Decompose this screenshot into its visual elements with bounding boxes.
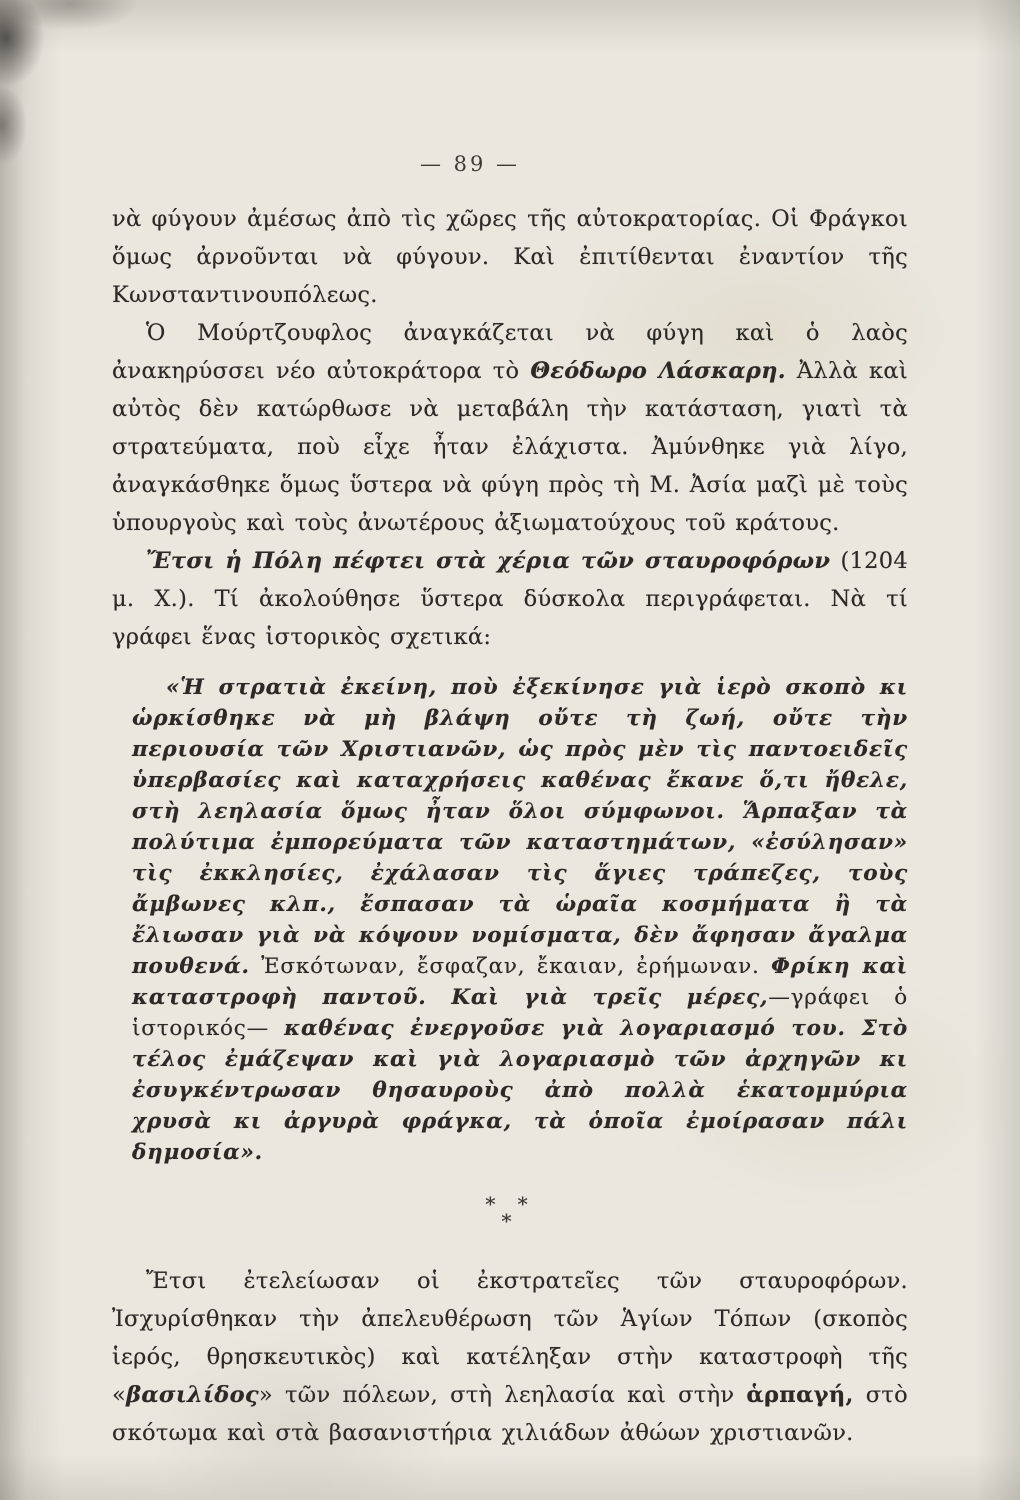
text-segment: Ἀλλὰ καὶ αὐτὸς δὲν κατώρθωσε νὰ μεταβάλη τὴν κατάσταση, γιατὶ τὰ στρατεύματα, ποὺ εἶχε ἦταν ἐλάχιστα. Ἀμύνθηκε γιὰ λίγο, ἀναγκάσθηκε ὅμως ὕστερα νὰ φύγη πρὸς τὴ Μ. Ἀσία μαζὶ μὲ τοὺς ὑπουργοὺς καὶ τοὺς ἀνωτέρους ἀξιωματούχους τοῦ κράτους. <box>112 358 909 536</box>
text-segment: νὰ φύγουν ἀμέσως ἀπὸ τὶς χῶρες τῆς αὐτοκρατορίας. Οἱ Φράγκοι ὅμως ἀρνοῦνται νὰ φύγουν. Καὶ ἐπιτίθενται ἐναντίον τῆς Κωνσταντινουπόλεως. <box>112 206 908 308</box>
asterism-line: * * <box>485 1192 535 1216</box>
text-segment: Ὁ Μούρτζουφλος ἀναγκάζεται νὰ φύγη καὶ ὁ λαὸς ἀνακηρύσσει νέο αὐτοκράτορα τὸ <box>112 320 908 384</box>
paragraph-fall-of-city <box>112 542 908 656</box>
paragraph-conclusion <box>112 1262 908 1452</box>
text-segment: καθένας ἐνεργοῦσε γιὰ λογαριασμό του. Στὸ τέλος ἐμάζεψαν καὶ γιὰ λογαριασμὸ τῶν ἀρχηγῶν κι ἐσυγκέντρωσαν θησαυροὺς ἀπὸ πολλὰ ἑκατομμύρια χρυσὰ κι ἀργυρὰ φράγκα, τὰ ὁποῖα ἐμοίρασαν πάλι δημοσία». <box>132 1016 908 1165</box>
paragraph-historian-quote <box>132 672 908 1168</box>
text-segment: ἁρπαγή, <box>746 1382 854 1408</box>
text-segment: Θεόδωρο Λάσκαρη. <box>530 358 786 384</box>
asterism-line: * <box>501 1209 519 1233</box>
text-segment: —γράφει ὁ ἱστορικός— <box>132 985 908 1041</box>
text-segment: «Ἡ στρατιὰ ἐκείνη, ποὺ ἐξεκίνησε γιὰ ἱερὸ σκοπὸ κι ὡρκίσθηκε νὰ μὴ βλάψη οὔτε τὴ ζωή, οὔτε τὴν περιουσία τῶν Χριστιανῶν, ὡς πρὸς μὲν τὶς παντοειδεῖς ὑπερβασίες καὶ καταχρήσεις καθένας ἔκανε ὅ,τι ἤθελε, στὴ λεηλασία ὅμως ἦταν ὅλοι σύμφωνοι. Ἅρπαξαν τὰ πολύτιμα ἐμπορεύματα τῶν καταστημάτων, «ἐσύλησαν» τὶς ἐκκλησίες, ἐχάλασαν τὶς ἅγιες τράπεζες, τοὺς ἄμβωνες κλπ., ἔσπασαν τὰ ὡραῖα κοσμήματα ἢ τὰ ἔλιωσαν γιὰ νὰ κόψουν νομίσματα, δὲν ἄφησαν ἄγαλμα πουθενά. <box>132 675 908 979</box>
text-segment: στὸ σκότωμα καὶ στὰ βασανιστήρια χιλιάδων ἀθώων χριστιανῶν. <box>112 1382 908 1446</box>
text-segment: Ἔτσι ἡ Πόλη πέφτει στὰ χέρια τῶν σταυροφόρων <box>146 548 831 574</box>
text-body <box>112 200 908 1452</box>
text-segment: (1204 μ. Χ.). Τί ἀκολούθησε ὕστερα δύσκολα περιγράφεται. Νὰ τί γράφει ἕνας ἱστορικὸς σχετικά: <box>112 548 908 650</box>
text-segment: Φρίκη καὶ καταστροφὴ παντοῦ. Καὶ γιὰ τρεῖς μέρες, <box>132 954 908 1010</box>
text-segment: βασιλίδος <box>126 1382 259 1408</box>
paragraph-intro <box>112 200 908 314</box>
text-segment: Ἔτσι ἐτελείωσαν οἱ ἐκστρατεῖες τῶν σταυροφόρων. Ἰσχυρίσθηκαν τὴν ἀπελευθέρωση τῶν Ἁγίων Τόπων (σκοπὸς ἱερός, θρησκευτικὸς) καὶ κατέληξαν στὴν καταστροφὴ τῆς « <box>112 1268 908 1408</box>
text-segment: Ἐσκότωναν, ἔσφαζαν, ἔκαιαν, ἐρήμωναν. <box>249 954 772 979</box>
text-segment: » τῶν πόλεων, στὴ λεηλασία καὶ στὴν <box>258 1382 747 1408</box>
page-number: — 89 — <box>419 152 521 176</box>
section-separator <box>112 1192 908 1233</box>
paragraph-mourtzouflos <box>112 314 908 542</box>
